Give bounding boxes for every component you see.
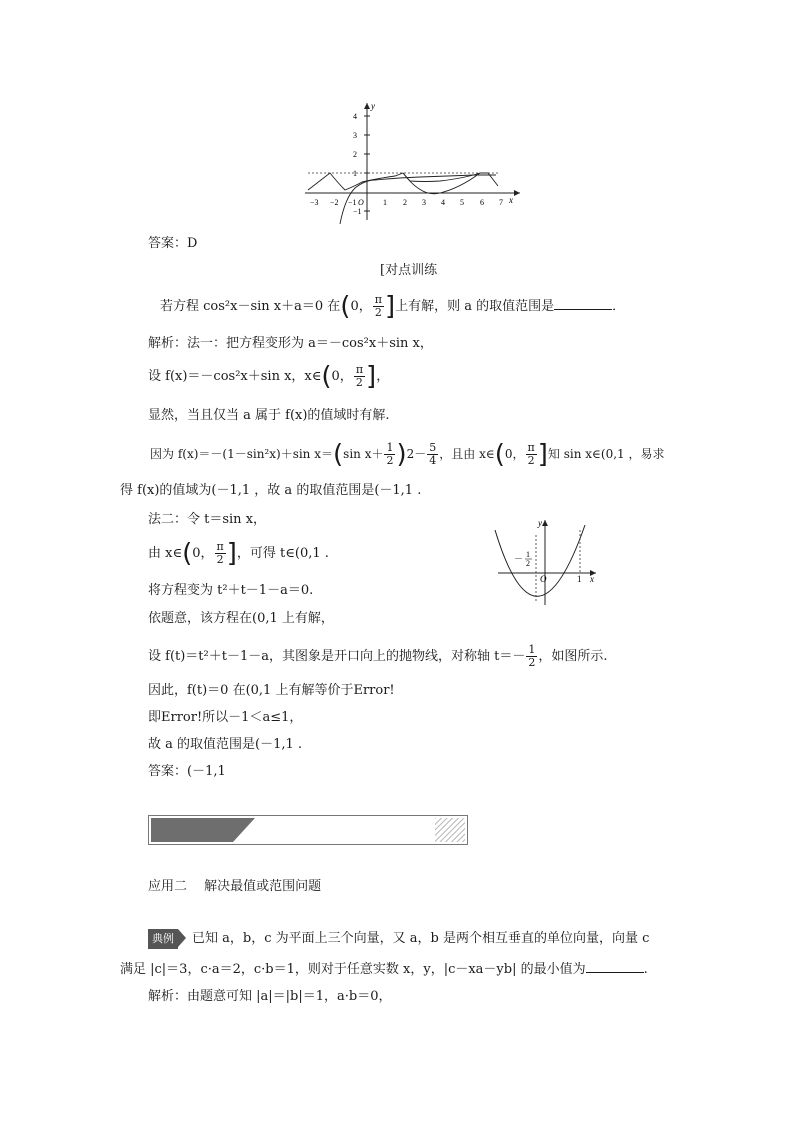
example-blank[interactable]: [586, 960, 644, 973]
sol-l10a: 设 f(t)＝t²＋t－1－a，其图象是开口向上的抛物线，对称轴 t＝－: [148, 649, 526, 664]
fraction-pi-over-2: [526, 442, 537, 467]
x-tick-label: −2: [330, 198, 339, 207]
application-2-heading: 应用二 解决最值或范围问题: [148, 879, 322, 894]
section-heading: [对点训练: [380, 263, 438, 278]
half-num: 1: [526, 550, 530, 559]
answer-2: 答案：(－1,1: [148, 764, 226, 779]
sol-l4e: 知 sin x∈(0,1 ，易求: [547, 447, 665, 461]
y-label: y: [538, 518, 542, 528]
origin-label: O: [540, 574, 547, 584]
y-tick-label: 1: [353, 169, 357, 178]
x-label: x: [590, 574, 594, 584]
x-arrow-icon: [514, 190, 520, 196]
bracket-open: (: [321, 361, 332, 392]
frac-den: 2: [527, 454, 535, 467]
fraction-five-fourths: [427, 442, 438, 467]
sol-l7a: 由 x∈: [148, 546, 183, 561]
x-tick-label: 7: [499, 198, 503, 207]
frac-num: π: [355, 363, 364, 376]
x-tick-label: −3: [310, 198, 319, 207]
example-line-3: 解析：由题意可知 |a|＝|b|＝1，a·b＝0，: [148, 989, 392, 1004]
frac-den: 2: [374, 306, 382, 319]
y-arrow-icon: [364, 103, 370, 109]
example-line-1: [148, 929, 649, 949]
x-tick-label: 4: [441, 198, 445, 207]
sol-line-2: [148, 361, 390, 392]
frac-num: π: [374, 293, 382, 306]
fraction-half: [526, 644, 537, 669]
frac-num: 1: [528, 643, 536, 656]
sol-line-5: 得 f(x)的值域为(－1,1 ，故 a 的取值范围是(－1,1 .: [120, 483, 422, 498]
interval-zero: 0，: [192, 546, 214, 561]
bracket-open: (: [340, 291, 351, 322]
bracket-open: (: [182, 538, 193, 569]
sol-l7b: ，可得 t∈(0,1 .: [236, 546, 329, 561]
frac-num: π: [527, 441, 535, 454]
sol-line-13: 故 a 的取值范围是(－1,1 .: [148, 737, 303, 752]
problem-part-2: 上有解，则 a 的取值范围是: [395, 299, 555, 314]
banner-dark-block: [151, 818, 233, 842]
fraction-pi-over-2: [354, 364, 365, 389]
section-banner: [148, 815, 468, 845]
sol-line-10: [148, 644, 608, 669]
fraction-pi-over-2: [373, 294, 384, 319]
x-tick-label: O: [358, 198, 364, 207]
bracket-close: ]: [226, 538, 237, 569]
y-tick-label: 4: [353, 112, 357, 121]
sol-line-8: 将方程变为 t²＋t－1－a＝0.: [148, 583, 314, 598]
sol-l4a: 因为 f(x)＝－(1－sin²x)＋sin x＝: [150, 447, 333, 461]
problem-end: ．: [612, 299, 626, 314]
x-tick-label: 5: [460, 198, 464, 207]
problem-part-1: 若方程 cos²x－sin x＋a＝0 在: [160, 299, 341, 314]
x-tick-label: 2: [403, 198, 407, 207]
half-den: 2: [526, 559, 530, 568]
parabola: [495, 525, 585, 596]
fraction-half: [384, 442, 395, 467]
problem-line: [160, 291, 626, 322]
paren-close: ): [396, 439, 407, 470]
frac-num: π: [216, 540, 224, 553]
sol-l2a: 设 f(x)＝－cos²x＋sin x，x∈: [148, 369, 322, 384]
sol-l4b: sin x＋: [343, 447, 384, 461]
sol-line-11: 因此，f(t)＝0 在(0,1 上有解等价于Error!: [148, 683, 395, 698]
y-tick-label: −1: [353, 207, 362, 216]
banner-hatch: [435, 818, 465, 842]
frac-den: 2: [528, 656, 536, 669]
interval-zero: 0，: [504, 447, 525, 461]
bracket-close: ]: [537, 439, 548, 470]
sol-line-4: [150, 439, 665, 470]
paren-open: (: [333, 439, 344, 470]
y-label: y: [371, 101, 375, 111]
banner-slant: [233, 818, 255, 842]
sol-l2b: ，: [376, 369, 390, 384]
bracket-close: ]: [384, 291, 396, 322]
frac-den: 2: [216, 553, 224, 566]
sol-line-3: 显然，当且仅当 a 属于 f(x)的值域时有解.: [148, 408, 390, 423]
y-tick-label: 3: [353, 131, 357, 140]
sol-line-12: 即Error!所以－1＜a≤1，: [148, 710, 303, 725]
bracket-open: (: [494, 439, 505, 470]
y-tick-label: 2: [353, 150, 357, 159]
x-tick-label: 1: [383, 198, 387, 207]
example-l2b: .: [643, 962, 648, 977]
sol-line-9: 依题意，该方程在(0,1 上有解，: [148, 611, 334, 626]
x-tick-label: 3: [422, 198, 426, 207]
sol-l4c: 2－: [406, 447, 427, 461]
sol-l10b: ，如图所示.: [538, 649, 608, 664]
x-label: x: [509, 195, 513, 205]
graph-1: [300, 98, 530, 228]
frac-num: 5: [429, 441, 437, 454]
example-tag: 典例: [148, 929, 178, 949]
interval-zero: 0，: [350, 299, 372, 314]
frac-den: 2: [386, 454, 394, 467]
example-line-2: [120, 960, 648, 979]
bracket-close: ]: [366, 361, 377, 392]
example-l2a: 满足 |c|＝3，c·a＝2，c·b＝1，则对于任意实数 x，y，|c－xa－yb| 的最小值为: [120, 962, 586, 977]
answer-blank[interactable]: [554, 297, 612, 310]
sol-line-7: [148, 538, 329, 569]
x-tick-label: 6: [480, 198, 484, 207]
interval-zero: 0，: [331, 369, 353, 384]
x-tick-label: −1: [348, 198, 357, 207]
frac-den: 4: [429, 454, 437, 467]
frac-den: 2: [355, 376, 363, 389]
tick-1: 1: [577, 574, 582, 584]
answer-1: 答案：D: [148, 236, 198, 251]
sol-l4d: ，且由 x∈: [439, 447, 495, 461]
example-l1: 已知 a，b，c 为平面上三个向量，又 a，b 是两个相互垂直的单位向量，向量 c: [192, 931, 650, 946]
graph-2: [490, 515, 605, 610]
minus-sign: －: [514, 554, 524, 564]
sol-line-1: 解析：法一：把方程变形为 a＝－cos²x＋sin x，: [148, 336, 433, 351]
frac-num: 1: [386, 441, 394, 454]
sol-line-6: 法二：令 t＝sin x，: [148, 512, 267, 527]
y-arrow-icon: [542, 520, 548, 526]
fraction-pi-over-2: [215, 541, 226, 566]
